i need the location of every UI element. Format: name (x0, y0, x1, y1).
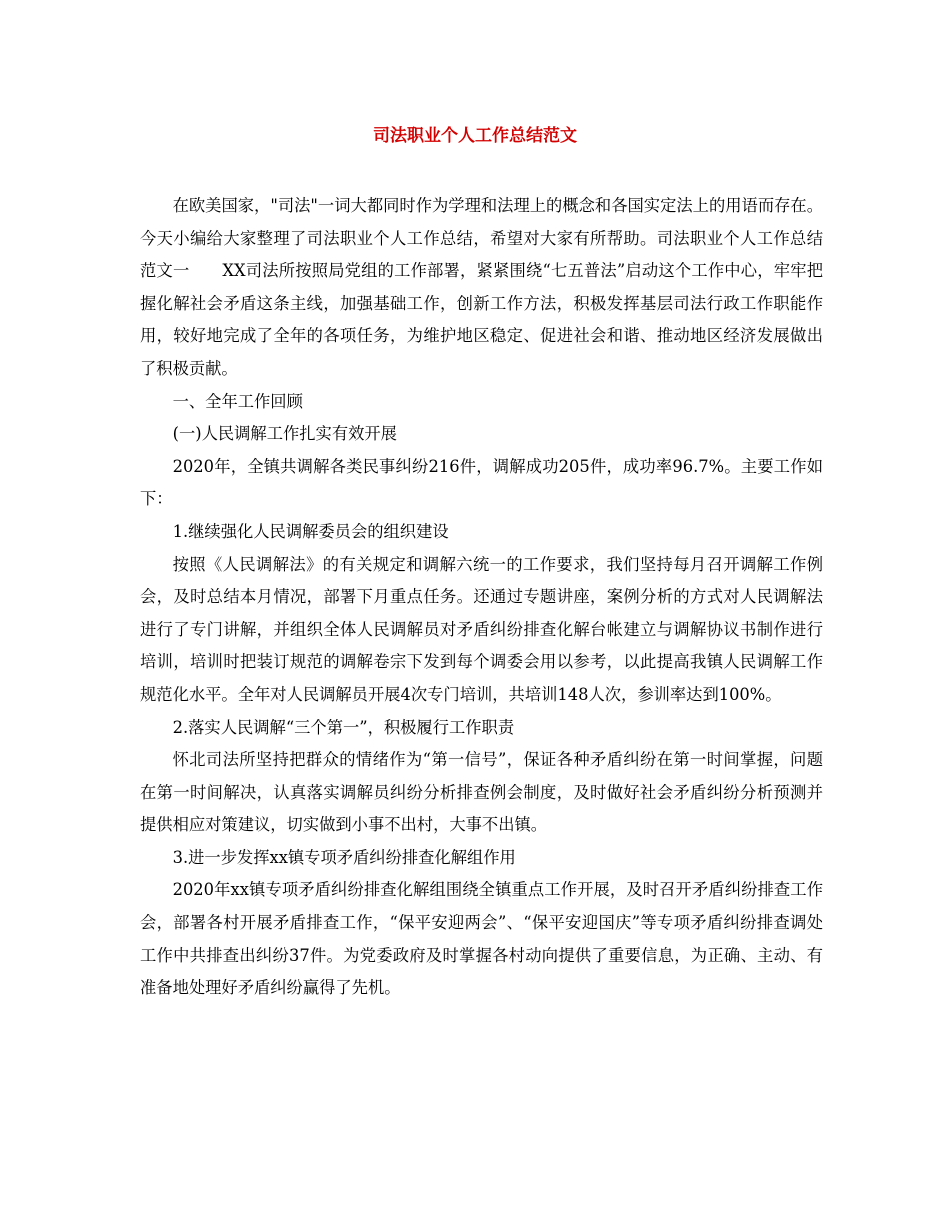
paragraph-item-1: 按照《人民调解法》的有关规定和调解六统一的工作要求，我们坚持每月召开调解工作例会，及时总结本月情况，部署下月重点任务。还通过专题讲座，案例分析的方式对人民调解法进行了专门讲解，并组织全体人民调解员对矛盾纠纷排查化解台帐建立与调解协议书制作进行培训，培训时把装订规范的调解卷宗下发到每个调委会用以参考，以此提高我镇人民调解工作规范化水平。全年对人民调解员开展4次专门培训，共培训148人次，参训率达到100%。 (140, 554, 823, 704)
item-heading-3: 3.进一步发挥xx镇专项矛盾纠纷排查化解组作用 (172, 847, 516, 867)
subheading-mediation: (一)人民调解工作扎实有效开展 (172, 424, 397, 444)
document-title: 司法职业个人工作总结范文 (373, 126, 577, 146)
item-heading-1: 1.继续强化人民调解委员会的组织建设 (172, 521, 449, 541)
paragraph-statistics: 2020年，全镇共调解各类民事纠纷216件，调解成功205件，成功率96.7%。主要工作如下： (140, 456, 823, 509)
paragraph-item-3: 2020年xx镇专项矛盾纠纷排查化解组围绕全镇重点工作开展，及时召开矛盾纠纷排查工作会，部署各村开展矛盾排查工作，“保平安迎两会”、“保平安迎国庆”等专项矛盾纠纷排查调处工作中共排查出纠纷37件。为党委政府及时掌握各村动向提供了重要信息，为正确、主动、有准备地处理好矛盾纠纷赢得了先机。 (140, 880, 823, 998)
heading-annual-review: 一、全年工作回顾 (172, 391, 303, 411)
paragraph-item-2: 怀北司法所坚持把群众的情绪作为“第一信号”，保证各种矛盾纠纷在第一时间掌握，问题在第一时间解决，认真落实调解员纠纷分析排查例会制度，及时做好社会矛盾纠纷分析预测并提供相应对策建议，切实做到小事不出村，大事不出镇。 (140, 750, 823, 835)
item-heading-2: 2.落实人民调解“三个第一”，积极履行工作职责 (172, 717, 515, 737)
paragraph-intro: 在欧美国家，"司法"一词大都同时作为学理和法理上的概念和各国实定法上的用语而存在。今天小编给大家整理了司法职业个人工作总结，希望对大家有所帮助。司法职业个人工作总结范文一 XX司法所按照局党组的工作部署，紧紧围绕“七五普法”启动这个工作中心，牢牢把握化解社会矛盾这条主线，加强基础工作，创新工作方法，积极发挥基层司法行政工作职能作用，较好地完成了全年的各项任务，为维护地区稳定、促进社会和谐、推动地区经济发展做出了积极贡献。 (140, 196, 823, 378)
document-body (140, 190, 823, 1005)
